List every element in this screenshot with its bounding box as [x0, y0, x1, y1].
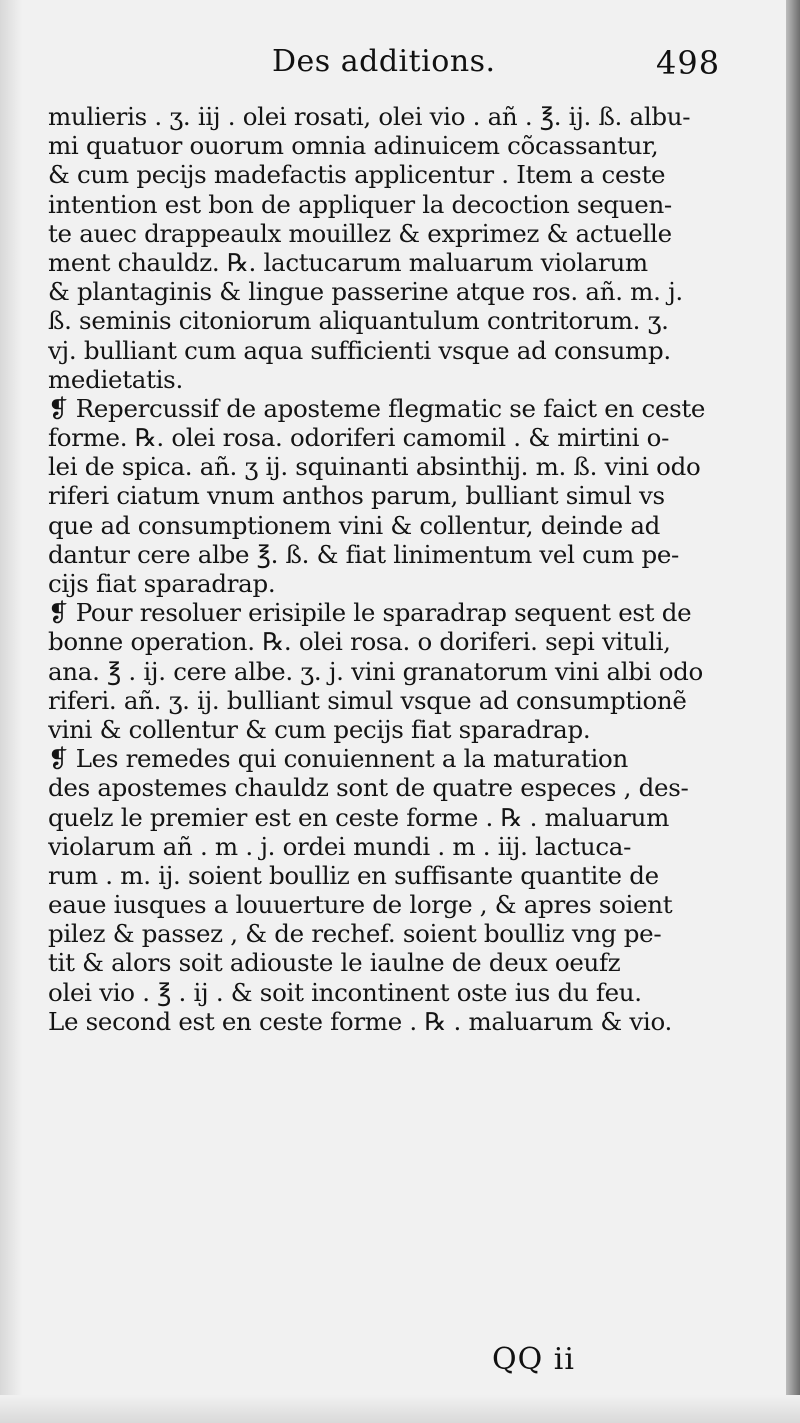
text-line: mi quatuor ouorum omnia adinuicem cõcassantur, — [48, 131, 659, 161]
text-line: violarum añ . m . j. ordei mundi . m . iij. lactuca- — [48, 831, 632, 861]
text-line: ana. ℥ . ij. cere albe. ʒ. j. vini granatorum vini albi odo — [48, 656, 703, 686]
text-line: ß. seminis citoniorum aliquantulum contritorum. ʒ. — [48, 306, 669, 336]
running-head: Des additions. — [272, 44, 496, 79]
text-line: bonne operation. ℞. olei rosa. o doriferi. sepi vituli, — [48, 627, 671, 657]
text-line: intention est bon de appliquer la decoction sequen- — [48, 189, 672, 219]
text-line: cijs fiat sparadrap. — [48, 569, 276, 598]
text-line: riferi ciatum vnum anthos parum, bulliant simul vs — [48, 481, 665, 511]
text-line: rum . m. ij. soient boulliz en suffisante quantite de — [48, 860, 659, 890]
text-line: & plantaginis & lingue passerine atque ros. añ. m. j. — [48, 277, 683, 307]
text-line: pilez & passez , & de rechef. soient boulliz vng pe- — [48, 919, 662, 949]
text-line: Le second est en ceste forme . ℞ . maluarum & vio. — [48, 1006, 672, 1036]
text-line: eaue iusques a louuerture de lorge , & apres soient — [48, 890, 673, 920]
signature-mark: QQ ii — [492, 1342, 575, 1377]
page-number: 498 — [656, 44, 721, 82]
text-line: quelz le premier est en ceste forme . ℞ . maluarum — [48, 802, 670, 832]
text-line: riferi. añ. ʒ. ij. bulliant simul vsque ad consumptionẽ — [48, 685, 687, 715]
text-line: tit & alors soit adiouste le iaulne de deux oeufz — [48, 948, 621, 978]
text-line: dantur cere albe ℥. ß. & fiat linimentum vel cum pe- — [48, 539, 680, 569]
text-line: olei vio . ℥ . ij . & soit incontinent oste ius du feu. — [48, 977, 642, 1007]
text-line: vj. bulliant cum aqua sufficienti vsque ad consump. — [48, 335, 671, 365]
text-line: vini & collentur & cum pecijs fiat sparadrap. — [48, 714, 591, 744]
paragraph-start-line: ❡ Repercussif de aposteme flegmatic se faict en ceste — [48, 393, 706, 423]
text-line: forme. ℞. olei rosa. odoriferi camomil . & mirtini o- — [48, 423, 670, 453]
text-line: que ad consumptionem vini & collentur, deinde ad — [48, 510, 661, 540]
text-line: mulieris . ʒ. iij . olei rosati, olei vio . añ . ℥. ij. ß. albu- — [48, 102, 691, 131]
paragraph-start-line: ❡ Pour resoluer erisipile le sparadrap sequent est de — [48, 598, 692, 628]
text-line: te auec drappeaulx mouillez & exprimez & actuelle — [48, 218, 672, 248]
text-line: ment chauldz. ℞. lactucarum maluarum violarum — [48, 247, 648, 277]
text-line: lei de spica. añ. ʒ ij. squinanti absinthij. m. ß. vini odo — [48, 452, 701, 482]
paragraph-start-line: ❡ Les remedes qui conuiennent a la maturation — [48, 744, 628, 774]
text-line: des apostemes chauldz sont de quatre especes , des- — [48, 773, 689, 803]
page-left-shadow — [0, 0, 22, 1423]
body-text — [48, 102, 738, 1036]
page-gutter-shadow — [786, 0, 800, 1423]
page-bottom-shadow — [0, 1395, 800, 1423]
text-line: & cum pecijs madefactis applicentur . Item a ceste — [48, 160, 666, 190]
text-line: medietatis. — [48, 364, 183, 394]
